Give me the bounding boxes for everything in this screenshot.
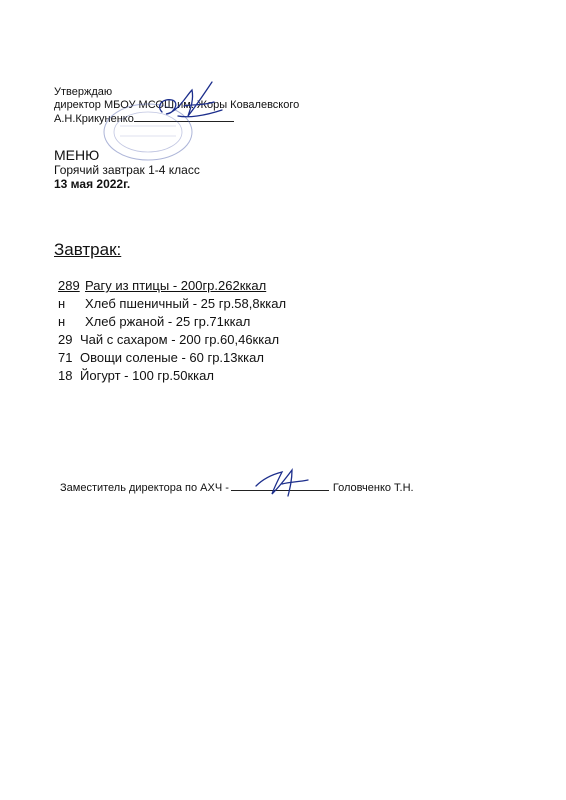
- menu-item-code: 18: [58, 368, 73, 383]
- director-signature-icon: [148, 76, 228, 126]
- menu-items-list: [58, 277, 286, 385]
- menu-item-code: 289: [58, 278, 80, 293]
- menu-title: МЕНЮ: [54, 147, 100, 163]
- menu-item: [58, 277, 286, 295]
- menu-item-code: н: [58, 296, 66, 311]
- approval-line-1: Утверждаю: [54, 86, 113, 98]
- menu-item: [58, 331, 286, 349]
- director-name: А.Н.Крикуненко: [54, 113, 134, 125]
- section-title: Завтрак:: [54, 240, 122, 259]
- menu-item: [58, 349, 286, 367]
- deputy-signature-icon: [252, 464, 312, 500]
- menu-item-code: 29: [58, 332, 73, 347]
- approval-line-2: директор МБОУ МСОШ им. Жоры Ковалевского: [54, 99, 300, 111]
- menu-item: [58, 367, 286, 385]
- deputy-signoff: [60, 481, 414, 494]
- menu-item-text: Рагу из птицы - 200гр.262ккал: [85, 278, 267, 293]
- menu-item-code: н: [58, 314, 66, 329]
- menu-item: [58, 295, 286, 313]
- menu-item: [58, 313, 286, 331]
- menu-item-text: Хлеб ржаной - 25 гр.71ккал: [85, 314, 251, 329]
- menu-item-text: Чай с сахаром - 200 гр.60,46ккал: [80, 332, 280, 347]
- menu-subtitle: Горячий завтрак 1-4 класс: [54, 163, 200, 177]
- deputy-label: Заместитель директора по АХЧ -: [60, 482, 229, 494]
- menu-item-text: Хлеб пшеничный - 25 гр.58,8ккал: [85, 296, 287, 311]
- menu-item-text: Йогурт - 100 гр.50ккал: [80, 368, 214, 383]
- menu-item-code: 71: [58, 350, 73, 365]
- deputy-name: Головченко Т.Н.: [332, 482, 414, 494]
- menu-item-text: Овощи соленые - 60 гр.13ккал: [80, 350, 264, 365]
- title-block: [54, 147, 200, 191]
- menu-date: 13 мая 2022г.: [54, 177, 131, 191]
